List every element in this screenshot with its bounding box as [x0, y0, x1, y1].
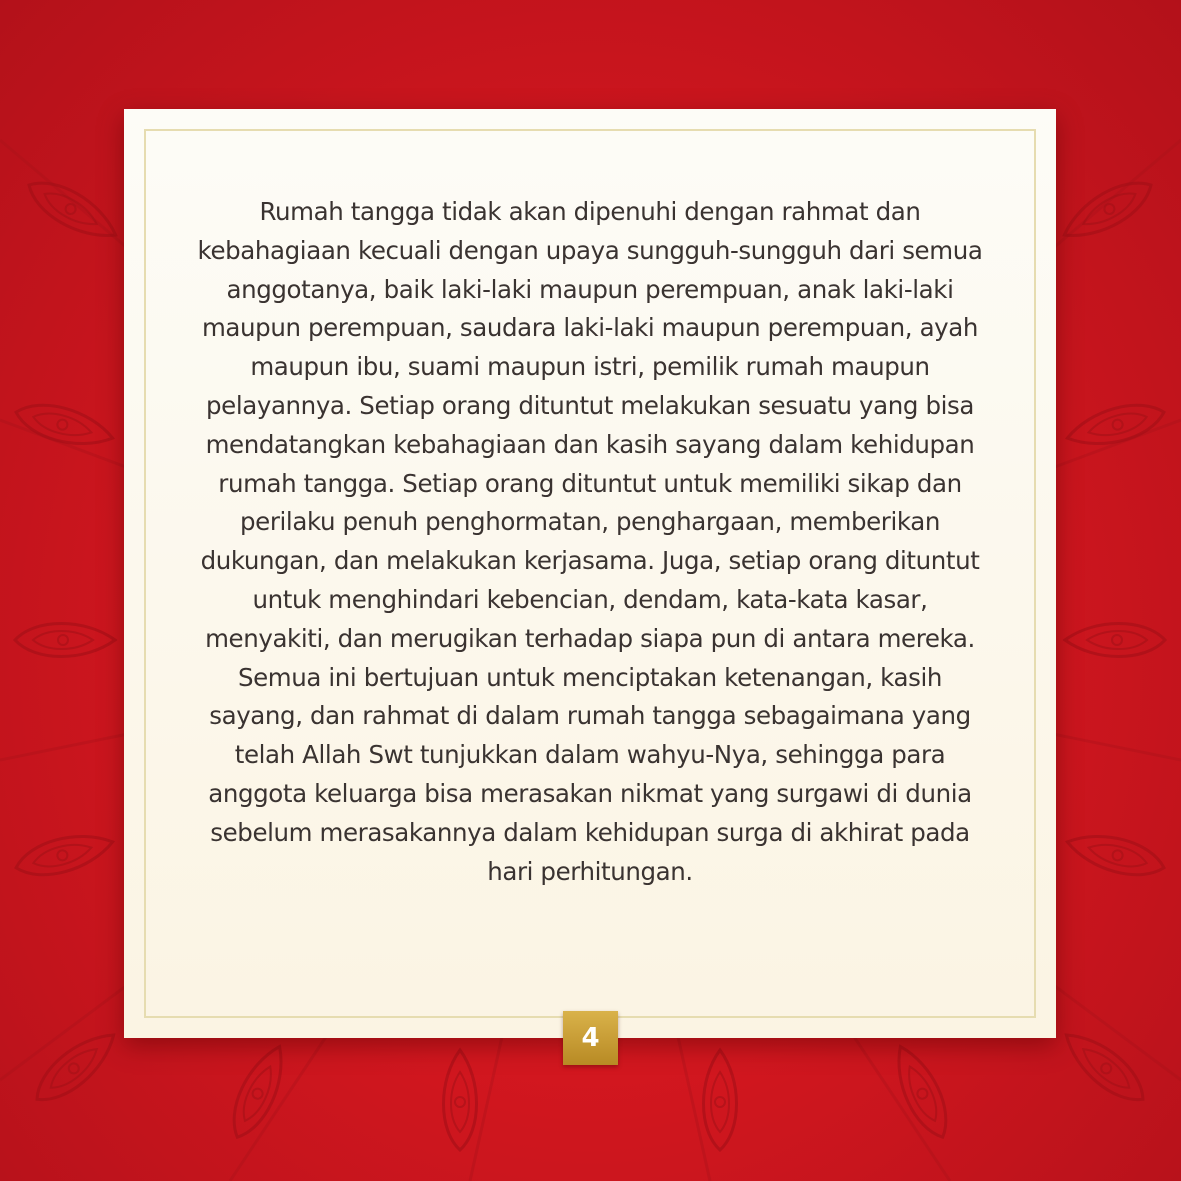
- body-paragraph: Rumah tangga tidak akan dipenuhi dengan rahmat dan kebahagiaan kecuali dengan upaya sungguh-sungguh dari semua anggotanya, baik laki-laki maupun perempuan, anak laki-laki maupun perempuan, saudara laki-laki maupun perempuan, ayah maupun ibu, suami maupun istri, pemilik rumah maupun pelayannya. Setiap orang dituntut melakukan sesuatu yang bisa mendatangkan kebahagiaan dan kasih sayang dalam kehidupan rumah tangga. Setiap orang dituntut untuk memiliki sikap dan perilaku penuh penghormatan, penghargaan, memberikan dukungan, dan melakukan kerjasama. Juga, setiap orang dituntut untuk menghindari kebencian, dendam, kata-kata kasar, menyakiti, dan merugikan terhadap siapa pun di antara mereka. Semua ini bertujuan untuk menciptakan ketenangan, kasih sayang, dan rahmat di dalam rumah tangga sebagaimana yang telah Allah Swt tunjukkan dalam wahyu-Nya, sehingga para anggota keluarga bisa merasakan nikmat yang surgawi di dunia sebelum merasakannya dalam kehidupan surga di akhirat pada hari perhitungan.: [197, 197, 983, 886]
- page-number-badge: 4: [563, 1011, 618, 1065]
- content-card: [124, 109, 1056, 1038]
